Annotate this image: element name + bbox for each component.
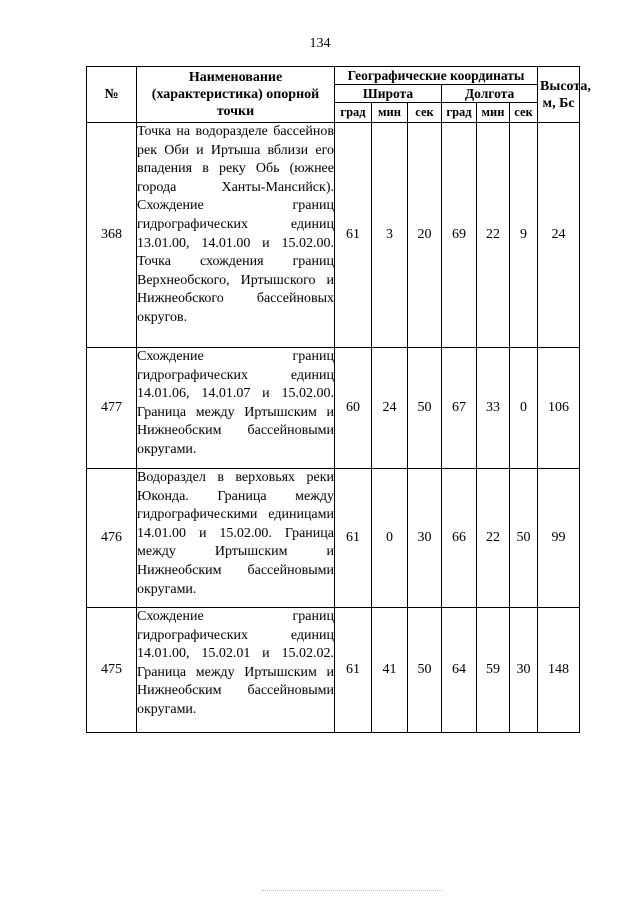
lon-sec: 9 <box>510 123 538 348</box>
lon-sec: 50 <box>510 469 538 608</box>
unit-lat-deg: град <box>335 103 372 123</box>
table-row <box>87 348 580 469</box>
unit-lon-min: мин <box>477 103 510 123</box>
lat-sec: 50 <box>408 608 442 733</box>
lat-sec: 20 <box>408 123 442 348</box>
lat-min: 3 <box>372 123 408 348</box>
lon-min: 59 <box>477 608 510 733</box>
lat-deg: 61 <box>335 469 372 608</box>
lon-min: 22 <box>477 469 510 608</box>
header-name: Наименование (характеристика) опорной точки <box>137 67 335 123</box>
table-row <box>87 469 580 608</box>
lat-min: 41 <box>372 608 408 733</box>
table-row <box>87 123 580 348</box>
table-row <box>87 608 580 733</box>
row-num: 477 <box>87 348 137 469</box>
lat-deg: 61 <box>335 123 372 348</box>
lon-deg: 67 <box>442 348 477 469</box>
unit-lon-sec: сек <box>510 103 538 123</box>
lat-min: 24 <box>372 348 408 469</box>
lon-sec: 0 <box>510 348 538 469</box>
row-description: Водораздел в верховьях реки Юконда. Граница между гидрографическими единицами 14.01.00 и 15.02.00. Граница между Иртышским и Нижнеобским бассейновыми округами. <box>137 469 335 608</box>
lat-min: 0 <box>372 469 408 608</box>
row-num: 475 <box>87 608 137 733</box>
header-num: № <box>87 67 137 123</box>
row-height: 99 <box>538 469 580 608</box>
header-lon: Долгота <box>442 85 538 103</box>
header-lat: Широта <box>335 85 442 103</box>
unit-lat-min: мин <box>372 103 408 123</box>
lon-min: 22 <box>477 123 510 348</box>
lat-sec: 50 <box>408 348 442 469</box>
lon-sec: 30 <box>510 608 538 733</box>
lon-deg: 66 <box>442 469 477 608</box>
row-description: Точка на водоразделе бассейнов рек Оби и Иртыша вблизи его впадения в реку Обь (южнее города Ханты-Мансийск). Схождение границ гидрографических единиц 13.01.00, 14.01.00 и 15.02.00. Точка схождения границ Верхнеобского, Иртышского и Нижнеобского бассейновых округов. <box>137 123 335 348</box>
row-description: Схождение границ гидрографических единиц 14.01.00, 15.02.01 и 15.02.02. Граница между Иртышским и Нижнеобским бассейновыми округами. <box>137 608 335 733</box>
row-height: 148 <box>538 608 580 733</box>
row-num: 476 <box>87 469 137 608</box>
row-height: 24 <box>538 123 580 348</box>
scan-artifact <box>262 890 442 899</box>
row-num: 368 <box>87 123 137 348</box>
lat-deg: 60 <box>335 348 372 469</box>
unit-lat-sec: сек <box>408 103 442 123</box>
lat-sec: 30 <box>408 469 442 608</box>
lon-deg: 69 <box>442 123 477 348</box>
lat-deg: 61 <box>335 608 372 733</box>
header-height: Высота, м, Бс <box>538 67 580 123</box>
lon-min: 33 <box>477 348 510 469</box>
coordinates-table <box>86 66 591 733</box>
row-description: Схождение границ гидрографических единиц 14.01.06, 14.01.07 и 15.02.00. Граница между Иртышским и Нижнеобским бассейновыми округами. <box>137 348 335 469</box>
lon-deg: 64 <box>442 608 477 733</box>
unit-lon-deg: град <box>442 103 477 123</box>
page-number: 134 <box>309 36 331 51</box>
row-height: 106 <box>538 348 580 469</box>
header-coords: Географические координаты <box>335 67 538 85</box>
